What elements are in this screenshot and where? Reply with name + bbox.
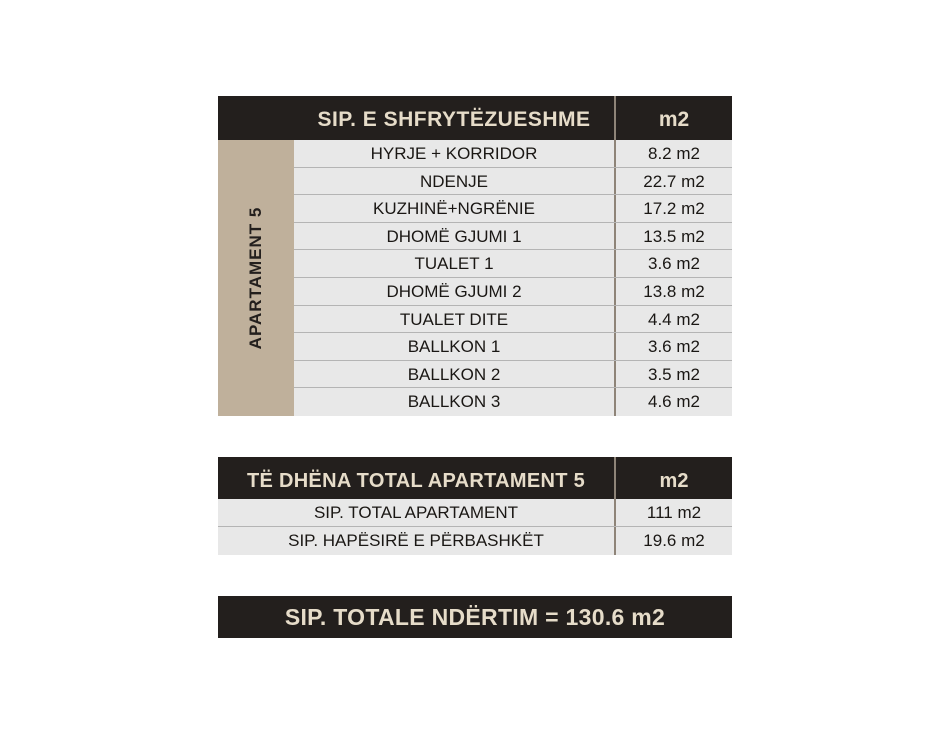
table-row — [294, 388, 732, 416]
area-value: 111 m2 — [646, 503, 702, 522]
table-row — [294, 140, 732, 168]
usable-area-table — [218, 96, 732, 416]
table-row — [294, 306, 732, 334]
room-name: TUALET 1 — [414, 254, 494, 274]
table-row — [294, 361, 732, 389]
room-name: DHOMË GJUMI 1 — [386, 226, 522, 246]
room-name: SIP. TOTAL APARTAMENT — [313, 503, 519, 522]
area-value: 3.5 m2 — [648, 364, 700, 384]
total-construction-area: SIP. TOTALE NDËRTIM = 130.6 m2 — [218, 596, 732, 638]
table-row — [294, 333, 732, 361]
table-row — [218, 499, 732, 527]
apartment-side-band — [218, 140, 294, 416]
room-name: NDENJE — [419, 171, 488, 191]
room-name: SIP. HAPËSIRË E PËRBASHKËT — [288, 531, 544, 550]
usable-area-body — [218, 140, 732, 416]
area-value: 13.8 m2 — [643, 281, 705, 301]
totals-header — [218, 457, 732, 499]
room-name: DHOMË GJUMI 2 — [386, 281, 522, 301]
table-row — [294, 223, 732, 251]
area-value: 3.6 m2 — [648, 254, 700, 274]
table-row — [294, 250, 732, 278]
apartment-side-label: APARTAMENT 5 — [246, 206, 265, 350]
usable-area-header-title: SIP. E SHFRYTËZUESHME — [317, 108, 591, 131]
area-value: 13.5 m2 — [643, 226, 705, 246]
room-name: TUALET DITE — [399, 309, 509, 329]
room-name: KUZHINË+NGRËNIE — [373, 199, 535, 219]
totals-rows — [218, 499, 732, 555]
room-name: BALLKON 1 — [407, 337, 501, 357]
area-value: 8.2 m2 — [648, 144, 700, 163]
room-name: BALLKON 2 — [407, 364, 501, 384]
area-value: 3.6 m2 — [648, 337, 700, 357]
room-name: BALLKON 3 — [407, 392, 501, 412]
table-row — [218, 527, 732, 555]
room-name: HYRJE + KORRIDOR — [370, 144, 538, 163]
table-row — [294, 168, 732, 196]
usable-area-header-unit: m2 — [658, 108, 690, 131]
area-value: 22.7 m2 — [643, 171, 705, 191]
area-value: 17.2 m2 — [643, 199, 705, 219]
totals-header-unit: m2 — [659, 470, 689, 492]
area-value: 19.6 m2 — [643, 531, 705, 550]
usable-area-header — [218, 96, 732, 140]
totals-table — [218, 457, 732, 555]
area-value: 4.4 m2 — [648, 309, 700, 329]
totals-header-title: TË DHËNA TOTAL APARTAMENT 5 — [246, 470, 586, 492]
area-value: 4.6 m2 — [648, 392, 700, 412]
table-row — [294, 278, 732, 306]
usable-area-rows — [294, 140, 732, 416]
table-row — [294, 195, 732, 223]
